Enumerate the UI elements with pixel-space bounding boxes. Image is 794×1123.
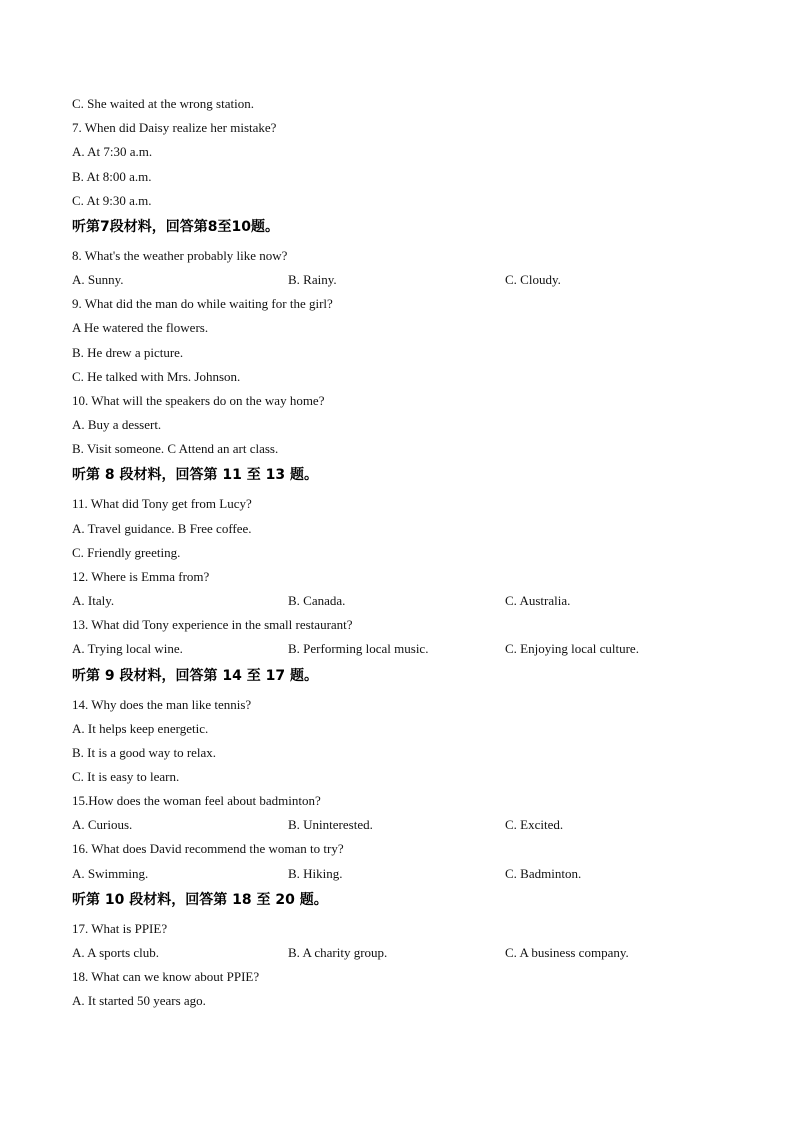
question-line: 18. What can we know about PPIE? (72, 969, 260, 984)
section-heading: 听第 9 段材料，回答第 14 至 17 题。 (72, 668, 318, 684)
option-a: A. Italy. (72, 593, 115, 608)
option-a: A. A sports club. (72, 945, 160, 960)
option-c: C. Australia. (505, 593, 571, 608)
section-heading: 听第 10 段材料，回答第 18 至 20 题。 (72, 892, 328, 908)
option-a: A. Sunny. (72, 272, 124, 287)
option-a: A. Curious. (72, 817, 133, 832)
option-b: B. A charity group. (288, 945, 388, 960)
option-line: B. He drew a picture. (72, 345, 184, 360)
option-line: A. Travel guidance. B Free coffee. (72, 521, 252, 536)
option-line: B. At 8:00 a.m. (72, 169, 152, 184)
option-line: A. At 7:30 a.m. (72, 144, 153, 159)
option-a: A. Swimming. (72, 866, 149, 881)
option-line: A. It started 50 years ago. (72, 993, 206, 1008)
question-line: 7. When did Daisy realize her mistake? (72, 120, 277, 135)
question-line: 14. Why does the man like tennis? (72, 697, 252, 712)
option-a: A. Trying local wine. (72, 641, 183, 656)
option-line: C. Friendly greeting. (72, 545, 181, 560)
option-line: C. It is easy to learn. (72, 769, 180, 784)
question-line: 9. What did the man do while waiting for the girl? (72, 296, 333, 311)
question-line: 17. What is PPIE? (72, 921, 168, 936)
option-b: B. Canada. (288, 593, 346, 608)
question-line: 11. What did Tony get from Lucy? (72, 496, 252, 511)
option-b: B. Performing local music. (288, 641, 429, 656)
question-line: 12. Where is Emma from? (72, 569, 210, 584)
option-line: C. She waited at the wrong station. (72, 96, 254, 111)
option-line: C. He talked with Mrs. Johnson. (72, 369, 241, 384)
option-line: C. At 9:30 a.m. (72, 193, 152, 208)
option-b: B. Rainy. (288, 272, 337, 287)
option-line: B. Visit someone. C Attend an art class. (72, 441, 279, 456)
option-c: C. Enjoying local culture. (505, 641, 639, 656)
option-c: C. Cloudy. (505, 272, 561, 287)
option-c: C. Excited. (505, 817, 564, 832)
option-c: C. Badminton. (505, 866, 582, 881)
option-line: A He watered the flowers. (72, 320, 209, 335)
option-line: B. It is a good way to relax. (72, 745, 217, 760)
option-b: B. Hiking. (288, 866, 343, 881)
question-line: 13. What did Tony experience in the small restaurant? (72, 617, 353, 632)
section-heading: 听第 8 段材料，回答第 11 至 13 题。 (72, 467, 318, 483)
option-line: A. It helps keep energetic. (72, 721, 209, 736)
section-heading: 听第7段材料，回答第8至10题。 (72, 219, 279, 235)
question-line: 10. What will the speakers do on the way home? (72, 393, 325, 408)
option-line: A. Buy a dessert. (72, 417, 162, 432)
option-b: B. Uninterested. (288, 817, 373, 832)
question-line: 16. What does David recommend the woman to try? (72, 841, 344, 856)
question-line: 15.How does the woman feel about badminton? (72, 793, 321, 808)
question-line: 8. What's the weather probably like now? (72, 248, 288, 263)
option-c: C. A business company. (505, 945, 629, 960)
